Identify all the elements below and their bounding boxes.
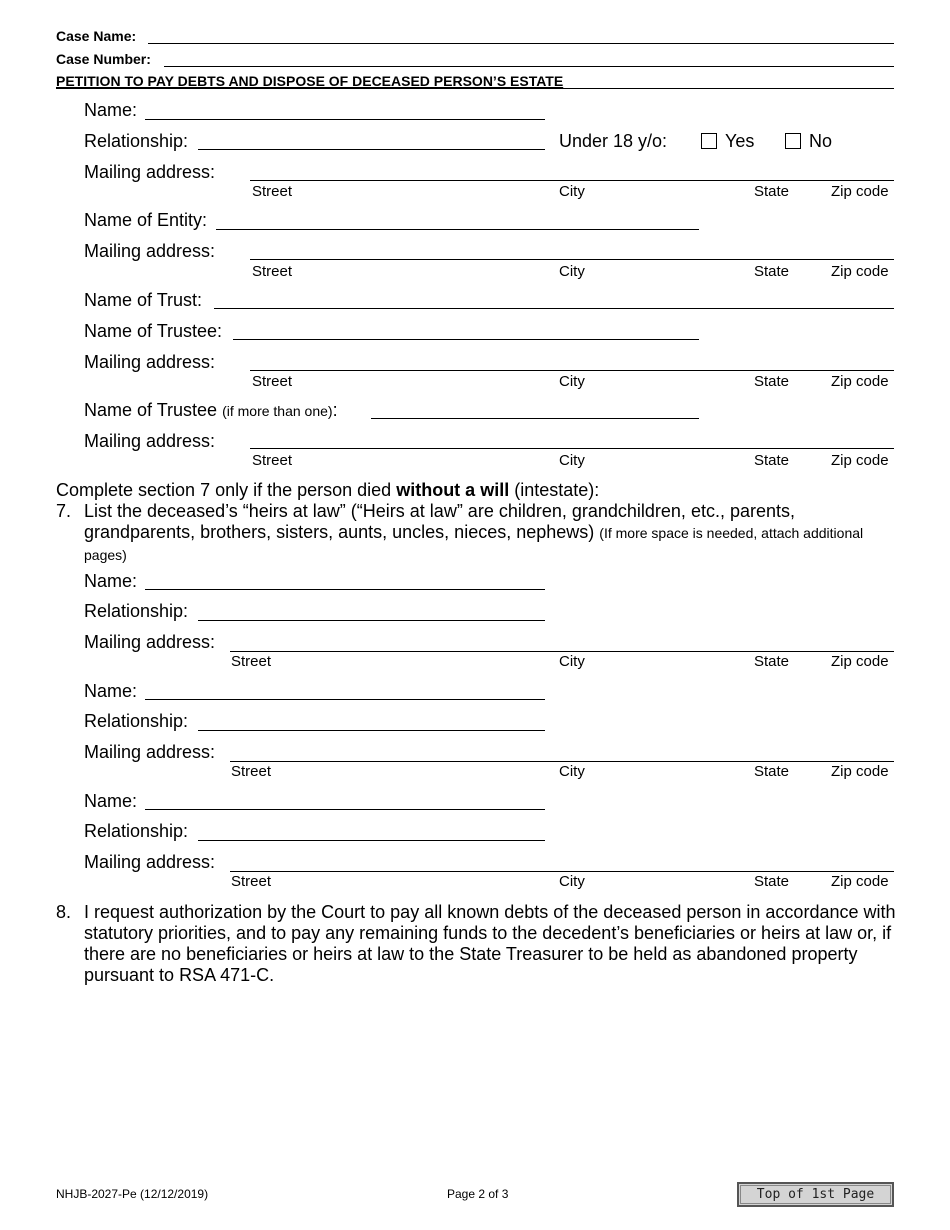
mailing-address-label: Mailing address: xyxy=(84,431,216,451)
state-caption: State xyxy=(754,452,790,469)
form-id: NHJB-2027-Pe (12/12/2019) xyxy=(56,1187,209,1201)
mailing-address-label: Mailing address: xyxy=(84,241,216,261)
title-rule xyxy=(56,88,894,89)
heir-1-mailing-address-label: Mailing address: xyxy=(84,632,216,652)
heir-1-relationship-field[interactable] xyxy=(198,620,545,621)
name-of-trustee-multi-field[interactable] xyxy=(371,418,699,419)
mailing-address-label: Mailing address: xyxy=(84,162,216,182)
page-number: Page 2 of 3 xyxy=(447,1187,509,1201)
zip-caption: Zip code xyxy=(831,452,889,469)
heir-2-relationship-field[interactable] xyxy=(198,730,545,731)
city-caption: City xyxy=(559,653,585,670)
heir-1-name-field[interactable] xyxy=(145,589,545,590)
name-field[interactable] xyxy=(145,119,545,120)
mailing-address-field[interactable] xyxy=(250,370,894,371)
street-caption: Street xyxy=(231,653,272,670)
state-caption: State xyxy=(754,263,790,280)
heir-1-name-label: Name: xyxy=(84,571,138,591)
section-7-note: (If more space is needed, attach additional pages) xyxy=(84,525,864,563)
heir-3-name-field[interactable] xyxy=(145,809,545,810)
heir-2-mailing-address-label: Mailing address: xyxy=(84,742,216,762)
zip-caption: Zip code xyxy=(831,373,889,390)
mailing-address-label: Mailing address: xyxy=(84,352,216,372)
heir-2-name-label: Name: xyxy=(84,681,138,701)
section-7-intro-end: (intestate): xyxy=(509,480,600,500)
heir-1-relationship-label: Relationship: xyxy=(84,601,189,621)
name-of-trustee-multi-label: Name of Trustee (if more than one): xyxy=(84,400,338,420)
relationship-label: Relationship: xyxy=(84,131,189,151)
street-caption: Street xyxy=(231,763,272,780)
zip-caption: Zip code xyxy=(831,653,889,670)
state-caption: State xyxy=(754,183,790,200)
section-7-intro xyxy=(56,480,599,501)
city-caption: City xyxy=(559,763,585,780)
page-title: PETITION TO PAY DEBTS AND DISPOSE OF DECEASED PERSON’S ESTATE xyxy=(56,73,564,89)
name-of-trust-field[interactable] xyxy=(214,308,894,309)
no-label: No xyxy=(809,131,833,151)
heir-1-mailing-address-field[interactable] xyxy=(230,651,894,652)
state-caption: State xyxy=(754,373,790,390)
city-caption: City xyxy=(559,373,585,390)
street-caption: Street xyxy=(252,373,293,390)
section-7-intro-bold: without a will xyxy=(396,480,510,500)
name-of-entity-label: Name of Entity: xyxy=(84,210,208,230)
section-7-intro-text: Complete section 7 only if the person died xyxy=(56,480,397,500)
heir-3-name-label: Name: xyxy=(84,791,138,811)
section-7-text xyxy=(84,501,874,566)
street-caption: Street xyxy=(252,263,293,280)
section-7-number: 7. xyxy=(56,501,72,521)
heir-3-mailing-address-field[interactable] xyxy=(230,871,894,872)
yes-label: Yes xyxy=(725,131,755,151)
zip-caption: Zip code xyxy=(831,183,889,200)
section-8-number: 8. xyxy=(56,902,72,922)
top-of-first-page-button[interactable]: Top of 1st Page xyxy=(737,1182,894,1207)
street-caption: Street xyxy=(252,183,293,200)
name-of-entity-field[interactable] xyxy=(216,229,699,230)
mailing-address-field[interactable] xyxy=(250,448,894,449)
heir-2-mailing-address-field[interactable] xyxy=(230,761,894,762)
section-8-text: I request authorization by the Court to pay all known debts of the deceased person in accordance with statutory priorities, and to pay any remaining funds to the decedent’s beneficiaries or heirs at law or, if there are no beneficiaries or heirs at law to the State Treasurer to be held as abandoned property pursuant to RSA 471-C. xyxy=(84,902,896,985)
name-of-trust-label: Name of Trust: xyxy=(84,290,203,310)
mailing-address-field[interactable] xyxy=(250,259,894,260)
zip-caption: Zip code xyxy=(831,263,889,280)
city-caption: City xyxy=(559,452,585,469)
name-of-trustee-field[interactable] xyxy=(233,339,699,340)
heir-3-relationship-label: Relationship: xyxy=(84,821,189,841)
case-name-label: Case Name: xyxy=(56,28,137,44)
city-caption: City xyxy=(559,873,585,890)
city-caption: City xyxy=(559,183,585,200)
case-number-label: Case Number: xyxy=(56,51,151,67)
section-7-text-body: List the deceased’s “heirs at law” (“Heirs at law” are children, grandchildren, etc., parents, grandparents, brothers, sisters, aunts, uncles, nieces, nephews) xyxy=(84,501,795,542)
case-number-field[interactable] xyxy=(164,66,894,67)
name-of-trustee-multi-text: Name of Trustee xyxy=(84,400,218,420)
city-caption: City xyxy=(559,263,585,280)
state-caption: State xyxy=(754,763,790,780)
state-caption: State xyxy=(754,653,790,670)
heir-3-mailing-address-label: Mailing address: xyxy=(84,852,216,872)
relationship-field[interactable] xyxy=(198,149,545,150)
street-caption: Street xyxy=(231,873,272,890)
heir-3-relationship-field[interactable] xyxy=(198,840,545,841)
heir-2-relationship-label: Relationship: xyxy=(84,711,189,731)
state-caption: State xyxy=(754,873,790,890)
name-label: Name: xyxy=(84,100,138,120)
heir-2-name-field[interactable] xyxy=(145,699,545,700)
under-18-yes-checkbox[interactable] xyxy=(701,133,717,149)
case-name-field[interactable] xyxy=(148,43,894,44)
trustee-multi-note: (if more than one) xyxy=(222,403,333,419)
zip-caption: Zip code xyxy=(831,873,889,890)
zip-caption: Zip code xyxy=(831,763,889,780)
mailing-address-field[interactable] xyxy=(250,180,894,181)
under-18-label: Under 18 y/o: xyxy=(559,131,668,151)
name-of-trustee-label: Name of Trustee: xyxy=(84,321,223,341)
street-caption: Street xyxy=(252,452,293,469)
under-18-no-checkbox[interactable] xyxy=(785,133,801,149)
